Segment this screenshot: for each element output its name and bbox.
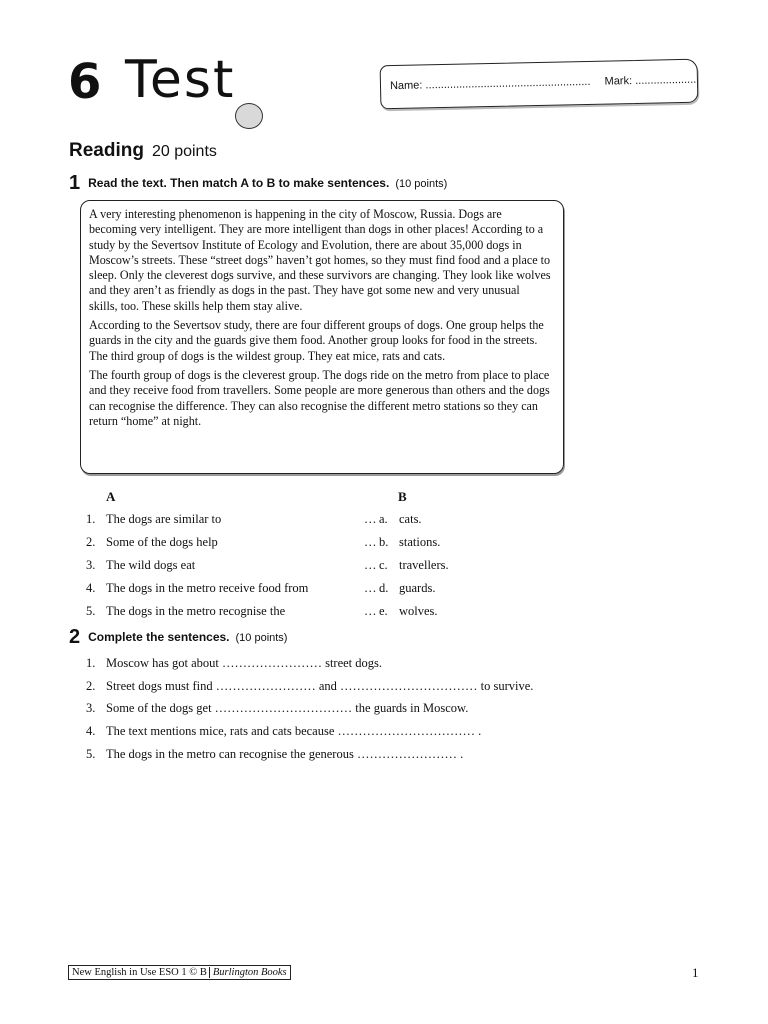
completion-row[interactable]: [86, 724, 481, 739]
item-letter: b.: [379, 535, 389, 549]
item-letter: c.: [379, 558, 388, 572]
completion-sentence: The dogs in the metro can recognise the generous …………………… .: [106, 747, 464, 761]
exercise-2-number: 2: [69, 626, 81, 648]
reading-paragraph: A very interesting phenomenon is happening in the city of Moscow, Russia. Dogs are becoming very intelligent. They are more intelligent than dogs in other places! According to a study by the Severtsov Institute of Ecology and Evolution, there are about 35,000 dogs in Moscow’s streets. These “street dogs” haven’t got homes, so they must find food and a place to sleep. Only the cleverest dogs survive, and these survivors are changing. They look like wolves and they aren’t as friendly as dogs in the past. They have got some new and very unusual skills, too. These skills help them stay alive.: [89, 207, 551, 313]
reading-paragraph: The fourth group of dogs is the cleverest group. The dogs ride on the metro from place to place and they receive food from travellers. Some people are more generous than others and the dogs can recognise the difference. They can also recognise the different metro stations so they can return “home” at night.: [89, 367, 550, 428]
footer-credit: [68, 965, 291, 980]
exercise-1-points: (10 points): [395, 178, 448, 190]
item-a-text: The dogs in the metro receive food from: [106, 581, 309, 595]
exercise-2-heading: [69, 626, 287, 649]
name-field[interactable]: Name: ......................................................: [389, 75, 591, 93]
item-number: 5.: [86, 604, 96, 618]
answer-blank[interactable]: …: [364, 581, 377, 595]
item-b-text: guards.: [399, 581, 436, 595]
footer-publisher: Burlington Books: [209, 967, 287, 978]
page-number: 1: [692, 965, 699, 980]
mark-field[interactable]: Mark: ....................: [604, 73, 697, 88]
exercise-1-heading: [69, 172, 447, 195]
item-number: 4.: [86, 724, 96, 738]
completion-sentence: Street dogs must find …………………… and …………………………… to survive.: [106, 679, 534, 693]
item-b-text: travellers.: [399, 558, 449, 572]
footer-copyright: © B: [189, 967, 207, 978]
item-number: 3.: [86, 701, 96, 715]
reading-paragraph: According to the Severtsov study, there are four different groups of dogs. One group helps the guards in the city and the guards give them food. Another group looks for food in the streets. The third group of dogs is the wildest group. They eat mice, rats and cats.: [89, 318, 544, 363]
item-number: 1.: [86, 656, 96, 670]
exercise-1-number: 1: [69, 172, 81, 194]
item-letter: d.: [379, 581, 389, 595]
item-b-text: cats.: [399, 512, 422, 526]
section-title: Reading: [69, 140, 144, 161]
item-number: 2.: [86, 535, 96, 549]
item-number: 1.: [86, 512, 96, 526]
item-a-text: Some of the dogs help: [106, 535, 218, 549]
item-b-text: wolves.: [399, 604, 438, 618]
column-a-heading: A: [106, 489, 116, 504]
grade-circle: [235, 103, 263, 129]
completion-sentence: Moscow has got about …………………… street dogs.: [106, 656, 383, 670]
footer-book: New English in Use ESO 1: [72, 967, 187, 978]
exercise-2-instruction: Complete the sentences.: [88, 630, 230, 644]
item-letter: a.: [379, 512, 388, 526]
item-letter: e.: [379, 604, 388, 618]
answer-blank[interactable]: …: [364, 535, 377, 549]
exercise-2-points: (10 points): [235, 632, 288, 644]
completion-row[interactable]: [86, 747, 463, 762]
section-heading: [69, 140, 217, 162]
name-mark-text: [390, 74, 696, 92]
test-title: Test: [125, 50, 236, 110]
completion-sentence: Some of the dogs get …………………………… the guards in Moscow.: [106, 701, 469, 715]
reading-text-box: [80, 200, 564, 474]
name-mark-box: [380, 59, 699, 110]
answer-blank[interactable]: …: [364, 604, 377, 618]
test-number: 6: [68, 54, 103, 110]
completion-row[interactable]: [86, 701, 468, 716]
item-number: 5.: [86, 747, 96, 761]
section-points: 20 points: [151, 143, 217, 160]
item-b-text: stations.: [399, 535, 441, 549]
item-a-text: The wild dogs eat: [106, 558, 196, 572]
item-number: 4.: [86, 581, 96, 595]
completion-row[interactable]: [86, 679, 533, 694]
item-a-text: The dogs are similar to: [106, 512, 222, 526]
answer-blank[interactable]: …: [364, 558, 377, 572]
exercise-1-instruction: Read the text. Then match A to B to make sentences.: [88, 176, 390, 190]
item-a-text: The dogs in the metro recognise the: [106, 604, 286, 618]
completion-sentence: The text mentions mice, rats and cats because …………………………… .: [106, 724, 482, 738]
column-b-heading: B: [398, 489, 407, 504]
completion-row[interactable]: [86, 656, 382, 671]
answer-blank[interactable]: …: [364, 512, 377, 526]
item-number: 2.: [86, 679, 96, 693]
item-number: 3.: [86, 558, 96, 572]
